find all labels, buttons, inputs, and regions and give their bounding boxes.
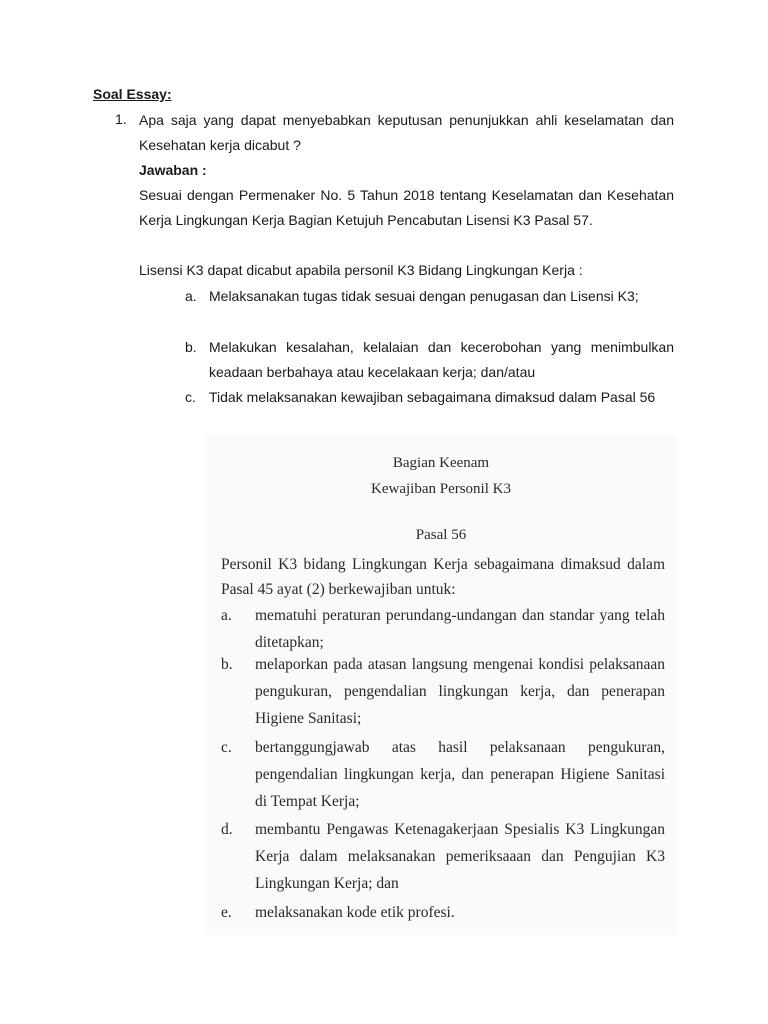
answer-item-text: Tidak melaksanakan kewajiban sebagaimana dimaksud dalam Pasal 56	[209, 389, 656, 405]
excerpt-section-title: Kewajiban Personil K3	[371, 481, 511, 497]
section-heading: Soal Essay:	[93, 86, 172, 102]
excerpt-item-marker: c.	[221, 739, 232, 756]
answer-item-marker: c.	[185, 389, 196, 405]
excerpt-item-marker: d.	[221, 821, 233, 838]
answer-item-marker: a.	[185, 288, 197, 304]
answer-item-text: Melaksanakan tugas tidak sesuai dengan penugasan dan Lisensi K3;	[209, 288, 639, 304]
question-text: Apa saja yang dapat menyebabkan keputusan penunjukkan ahli keselamatan dan Kesehatan kerja dicabut ?	[139, 112, 674, 153]
excerpt-item-text: melaporkan pada atasan langsung mengenai kondisi pelaksanaan pengukuran, pengendalian lingkungan kerja, dan penerapan Higiene Sanitasi;	[255, 656, 665, 727]
excerpt-item-text: mematuhi peraturan perundang-undangan dan standar yang telah ditetapkan;	[255, 607, 665, 651]
answer-intro: Sesuai dengan Permenaker No. 5 Tahun 2018 tentang Keselamatan dan Kesehatan Kerja Lingkungan Kerja Bagian Ketujuh Pencabutan Lisensi K3 Pasal 57.	[139, 187, 674, 228]
excerpt-part-title: Bagian Keenam	[392, 455, 490, 471]
answer-item-text: Melakukan kesalahan, kelalaian dan kecerobohan yang menimbulkan keadaan berbahaya atau kecelakaan kerja; dan/atau	[209, 339, 674, 380]
question-number: 1.	[115, 111, 127, 127]
excerpt-item-marker: a.	[221, 607, 232, 624]
answer-item-marker: b.	[185, 339, 197, 355]
excerpt-item-text: melaksanakan kode etik profesi.	[255, 904, 455, 921]
excerpt-item-marker: b.	[221, 656, 233, 673]
excerpt-intro: Personil K3 bidang Lingkungan Kerja sebagaimana dimaksud dalam Pasal 45 ayat (2) berkewajiban untuk:	[221, 556, 665, 598]
excerpt-item-text: bertanggungjawab atas hasil pelaksanaan pengukuran, pengendalian lingkungan kerja, dan penerapan Higiene Sanitasi di Tempat Kerja;	[255, 739, 665, 810]
excerpt-item-text: membantu Pengawas Ketenagakerjaan Spesialis K3 Lingkungan Kerja dalam melaksanakan pemeriksaaan dan Pengujian K3 Lingkungan Kerja; dan	[255, 821, 665, 892]
excerpt-item-marker: e.	[221, 904, 232, 921]
lisensi-text: Lisensi K3 dapat dicabut apabila personil K3 Bidang Lingkungan Kerja :	[139, 262, 583, 278]
regulation-excerpt-image	[205, 435, 677, 935]
answer-label: Jawaban :	[139, 162, 207, 178]
excerpt-pasal-title: Pasal 56	[415, 527, 467, 543]
